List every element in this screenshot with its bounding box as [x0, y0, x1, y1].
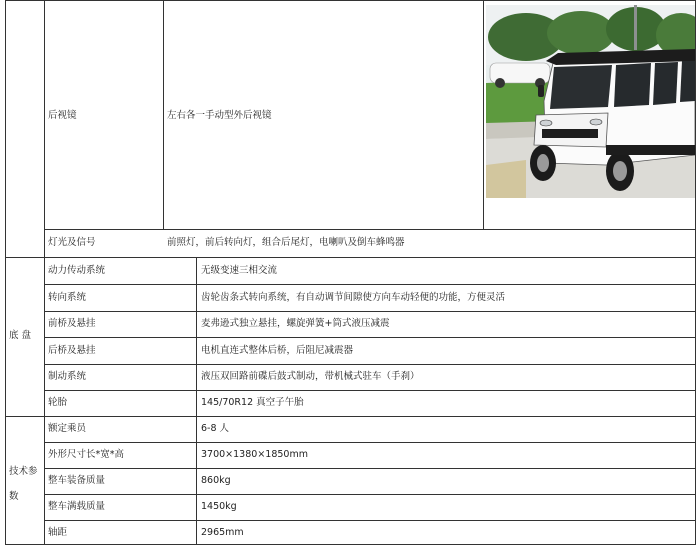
- section-label-tech-line1: 技术参: [9, 466, 38, 477]
- row-value: 3700×1380×1850mm: [201, 449, 308, 460]
- row-line: [44, 468, 696, 469]
- row-line: [44, 494, 696, 495]
- row-value: 前照灯，前后转向灯，组合后尾灯，电喇叭及倒车蜂鸣器: [167, 237, 405, 248]
- section-label-chassis: 底 盘: [9, 330, 32, 341]
- row-line: [44, 311, 696, 312]
- row-value: 电机直连式整体后桥，后阻尼减震器: [201, 345, 354, 356]
- vehicle-photo: [486, 5, 695, 198]
- row-label: 轮胎: [48, 397, 68, 408]
- row-label: 制动系统: [48, 371, 87, 382]
- table-border-right: [695, 0, 696, 545]
- row-label: 灯光及信号: [48, 237, 96, 248]
- row-label: 动力传动系统: [48, 265, 106, 276]
- row-line: [5, 416, 696, 417]
- row-value: 1450kg: [201, 501, 237, 512]
- section-divider: [44, 0, 45, 545]
- row-value: 860kg: [201, 475, 231, 486]
- row-label: 轴距: [48, 527, 68, 538]
- row-label: 后桥及悬挂: [48, 345, 96, 356]
- row-label: 整车满载质量: [48, 501, 106, 512]
- section-label-tech-line2: 数: [9, 491, 19, 502]
- row-line: [44, 520, 696, 521]
- photo-divider: [483, 0, 484, 229]
- row-value: 左右各一手动型外后视镜: [167, 110, 272, 121]
- row-label: 外形尺寸长*宽*高: [48, 449, 125, 460]
- row-line: [44, 364, 696, 365]
- row-label: 前桥及悬挂: [48, 318, 96, 329]
- row-value: 无级变速三相交流: [201, 265, 278, 276]
- row-line: [44, 390, 696, 391]
- row-value: 齿轮齿条式转向系统，有自动调节间隙使方向车动轻便的功能，方便灵活: [201, 292, 506, 303]
- row-line: [44, 284, 696, 285]
- table-border-left: [5, 0, 6, 545]
- electric-sightseeing-car-icon: [486, 5, 695, 198]
- row-value: 6-8 人: [201, 423, 230, 434]
- label-divider-top: [163, 0, 164, 229]
- row-line: [44, 442, 696, 443]
- row-label: 额定乘员: [48, 423, 87, 434]
- row-value: 145/70R12 真空子午胎: [201, 397, 304, 408]
- row-label: 后视镜: [48, 110, 77, 121]
- row-label: 转向系统: [48, 292, 87, 303]
- row-value: 液压双回路前碟后鼓式制动，带机械式驻车（手刹）: [201, 371, 420, 382]
- row-value: 2965mm: [201, 527, 244, 538]
- label-divider-lower: [196, 257, 197, 545]
- row-line: [44, 337, 696, 338]
- row-line: [5, 257, 696, 258]
- row-line: [44, 229, 696, 230]
- row-value: 麦弗逊式独立悬挂，螺旋弹簧+筒式液压减震: [201, 318, 390, 329]
- table-border-top: [5, 0, 696, 1]
- row-label: 整车装备质量: [48, 475, 106, 486]
